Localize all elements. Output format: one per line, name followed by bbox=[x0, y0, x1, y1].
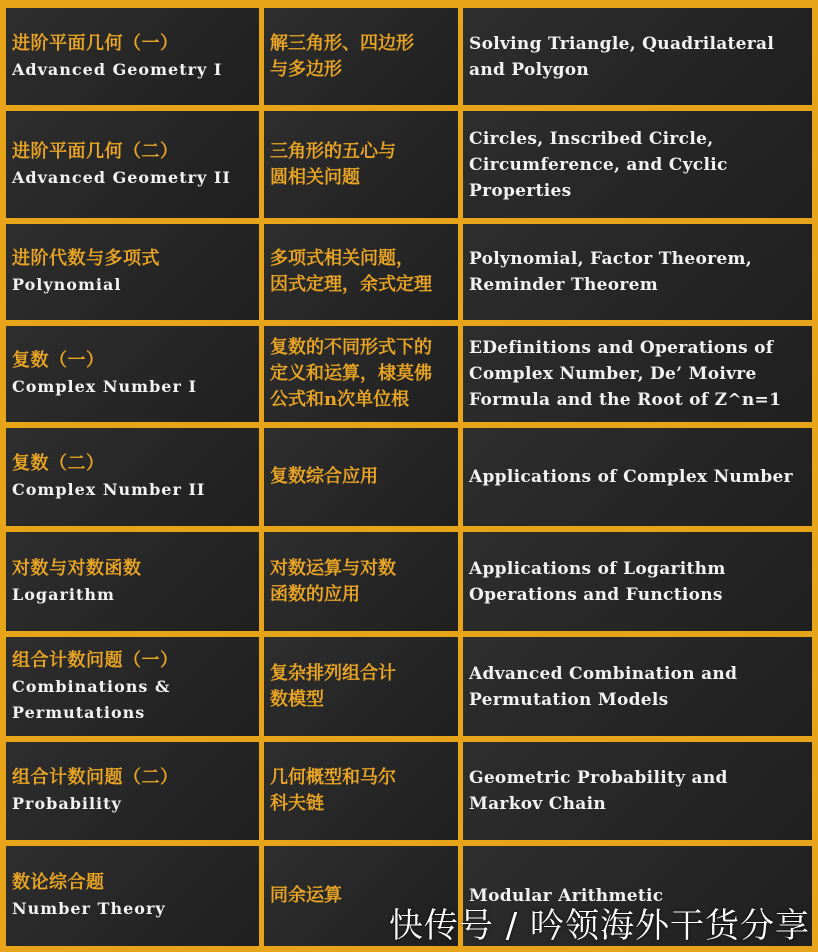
description-cell bbox=[463, 428, 812, 526]
course-name-en: Complex Number II bbox=[12, 480, 206, 499]
watermark-text: 快传号 / 吟领海外干货分享 bbox=[388, 906, 810, 946]
course-name-en: Advanced Geometry I bbox=[12, 59, 223, 79]
description-cell bbox=[463, 326, 812, 422]
topic-zh: 三角形的五心与 圆相关问题 bbox=[270, 140, 396, 188]
topic-cell bbox=[264, 326, 458, 422]
course-name-en: Combinations & Permutations bbox=[12, 676, 171, 722]
course-name-en: Logarithm bbox=[12, 584, 115, 604]
topic-cell bbox=[264, 742, 458, 840]
topic-zh: 多项式相关问题， 因式定理，余式定理 bbox=[270, 248, 432, 295]
course-name-cell bbox=[6, 846, 259, 946]
course-name-cell bbox=[6, 428, 259, 526]
description-en: Polynomial, Factor Theorem, Reminder Theorem bbox=[469, 249, 752, 295]
topic-cell bbox=[264, 532, 458, 631]
description-cell bbox=[463, 224, 812, 320]
description-en: Applications of Logarithm Operations and Functions bbox=[469, 558, 726, 605]
topic-zh: 对数运算与对数 函数的应用 bbox=[270, 557, 396, 605]
course-name-cell bbox=[6, 111, 259, 218]
topic-cell bbox=[264, 224, 458, 320]
description-cell bbox=[463, 8, 812, 105]
course-name-en: Advanced Geometry II bbox=[12, 167, 231, 187]
description-en: Solving Triangle, Quadrilateral and Polygon bbox=[469, 33, 775, 80]
course-name-zh: 复数（一） bbox=[12, 350, 105, 371]
topic-zh: 复数综合应用 bbox=[270, 466, 378, 487]
topic-cell bbox=[264, 111, 458, 218]
topic-zh: 解三角形、四边形 与多边形 bbox=[270, 32, 414, 80]
description-en: EDefinitions and Operations of Complex Number, De’ Moivre Formula and the Root of Z^n=1 bbox=[469, 338, 782, 410]
course-name-zh: 组合计数问题（二） bbox=[12, 767, 179, 788]
course-name-zh: 组合计数问题（一） bbox=[12, 649, 179, 671]
topic-zh: 同余运算 bbox=[270, 885, 342, 906]
description-en: Geometric Probability and Markov Chain bbox=[469, 768, 728, 814]
description-en: Advanced Combination and Permutation Models bbox=[469, 663, 738, 710]
course-name-zh: 对数与对数函数 bbox=[12, 557, 142, 579]
course-name-en: Complex Number I bbox=[12, 377, 197, 396]
course-name-zh: 复数（二） bbox=[12, 453, 105, 474]
description-en: Circles, Inscribed Circle, Circumference, and Cyclic Properties bbox=[469, 128, 728, 201]
topic-cell bbox=[264, 428, 458, 526]
description-cell bbox=[463, 637, 812, 736]
topic-zh: 几何概型和马尔 科夫链 bbox=[270, 767, 396, 814]
description-cell bbox=[463, 532, 812, 631]
course-name-zh: 进阶平面几何（一） bbox=[12, 32, 179, 54]
course-name-en: Number Theory bbox=[12, 899, 166, 918]
topic-zh: 复杂排列组合计 数模型 bbox=[270, 662, 396, 710]
description-cell bbox=[463, 111, 812, 218]
course-name-zh: 数论综合题 bbox=[12, 872, 105, 893]
description-cell bbox=[463, 742, 812, 840]
topic-zh: 复数的不同形式下的 定义和运算，棣莫佛 公式和n次单位根 bbox=[270, 337, 432, 410]
topic-cell bbox=[264, 637, 458, 736]
course-name-cell bbox=[6, 742, 259, 840]
topic-cell bbox=[264, 8, 458, 105]
course-name-en: Polynomial bbox=[12, 275, 122, 294]
course-name-en: Probability bbox=[12, 794, 122, 813]
course-name-cell bbox=[6, 326, 259, 422]
course-name-cell bbox=[6, 8, 259, 105]
course-name-cell bbox=[6, 224, 259, 320]
course-name-zh: 进阶代数与多项式 bbox=[12, 248, 160, 269]
course-name-cell bbox=[6, 532, 259, 631]
description-en: Modular Arithmetic bbox=[469, 886, 664, 906]
course-name-zh: 进阶平面几何（二） bbox=[12, 140, 179, 162]
description-en: Applications of Complex Number bbox=[469, 467, 793, 487]
course-name-cell bbox=[6, 637, 259, 736]
